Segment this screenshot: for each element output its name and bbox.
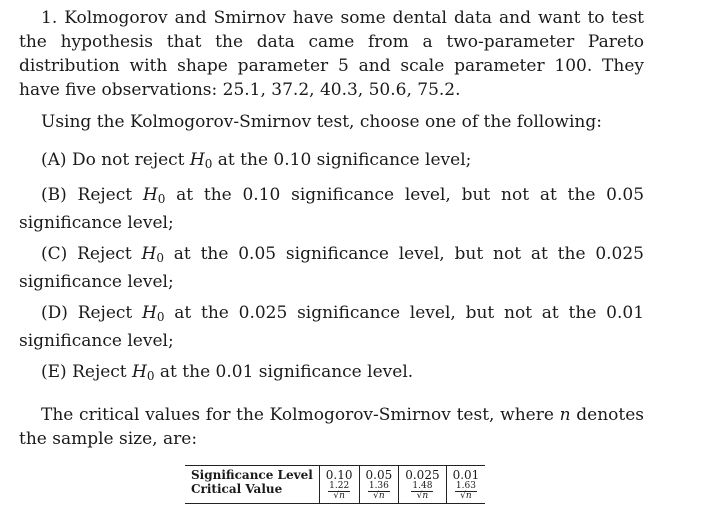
option-label: (B) [41, 185, 67, 205]
critical-intro: The critical values for the Kolmogorov-Smirnov test, where n denotes the sample size, are: [19, 405, 645, 449]
significance-level-header: Significance Level [185, 466, 319, 483]
problem-intro-text: Kolmogorov and Smirnov have some dental data and want to test the hypothesis that the data came from a two-parameter Pareto distribution with shape parameter 5 and scale parameter 100. They have five observations: 25.1, 37.2, 40.3, 50.6, 75.2. [19, 8, 645, 100]
critical-value-cell: $\frac{1.36}{√n}$ [359, 482, 399, 504]
option-label: (C) [41, 244, 68, 264]
hypothesis-symbol: $H_0$ [189, 150, 213, 171]
option-before: Reject [77, 244, 132, 264]
hypothesis-symbol: $H_0$ [142, 185, 166, 206]
option-before: Reject [77, 303, 133, 323]
hypothesis-symbol: $H_0$ [142, 303, 165, 324]
option-before: Do not reject [71, 150, 185, 170]
option-d [19, 301, 644, 353]
option-before: Reject [72, 362, 127, 382]
option-e [19, 360, 644, 388]
option-after: at the 0.01 significance level. [159, 362, 414, 382]
option-after: at the 0.05 significance level, but not at the 0.025 significance level; [19, 244, 644, 292]
critical-value-cell: $\frac{1.63}{√n}$ [446, 482, 485, 504]
option-label: (A) [41, 150, 67, 170]
critical-value-cell: $\frac{1.22}{√n}$ [319, 482, 359, 504]
option-label: (D) [41, 303, 68, 323]
critical-value-cell: $\frac{1.48}{√n}$ [399, 482, 446, 504]
problem-number: 1. [41, 8, 58, 28]
hypothesis-symbol: $H_0$ [132, 362, 155, 383]
option-before: Reject [77, 185, 133, 205]
problem-instruction: Using the Kolmogorov-Smirnov test, choose one of the following: [41, 112, 602, 132]
level-cell: 0.025 [399, 466, 446, 483]
critical-value-header: Critical Value [185, 482, 319, 504]
level-cell: 0.05 [359, 466, 399, 483]
level-cell: 0.10 [319, 466, 359, 483]
problem-text [19, 6, 644, 451]
level-cell: 0.01 [446, 466, 485, 483]
option-after: at the 0.025 significance level, but not at the 0.01 significance level; [19, 303, 645, 351]
critical-value-table [185, 465, 485, 504]
problem-intro [19, 6, 644, 102]
option-c [19, 242, 644, 294]
hypothesis-symbol: $H_0$ [141, 244, 164, 265]
variable-n: n [559, 405, 571, 425]
option-a [19, 148, 644, 176]
option-after: at the 0.10 significance level, but not at the 0.05 significance level; [19, 185, 645, 233]
option-label: (E) [41, 362, 67, 382]
option-b [19, 183, 644, 235]
option-after: at the 0.10 significance level; [217, 150, 472, 170]
